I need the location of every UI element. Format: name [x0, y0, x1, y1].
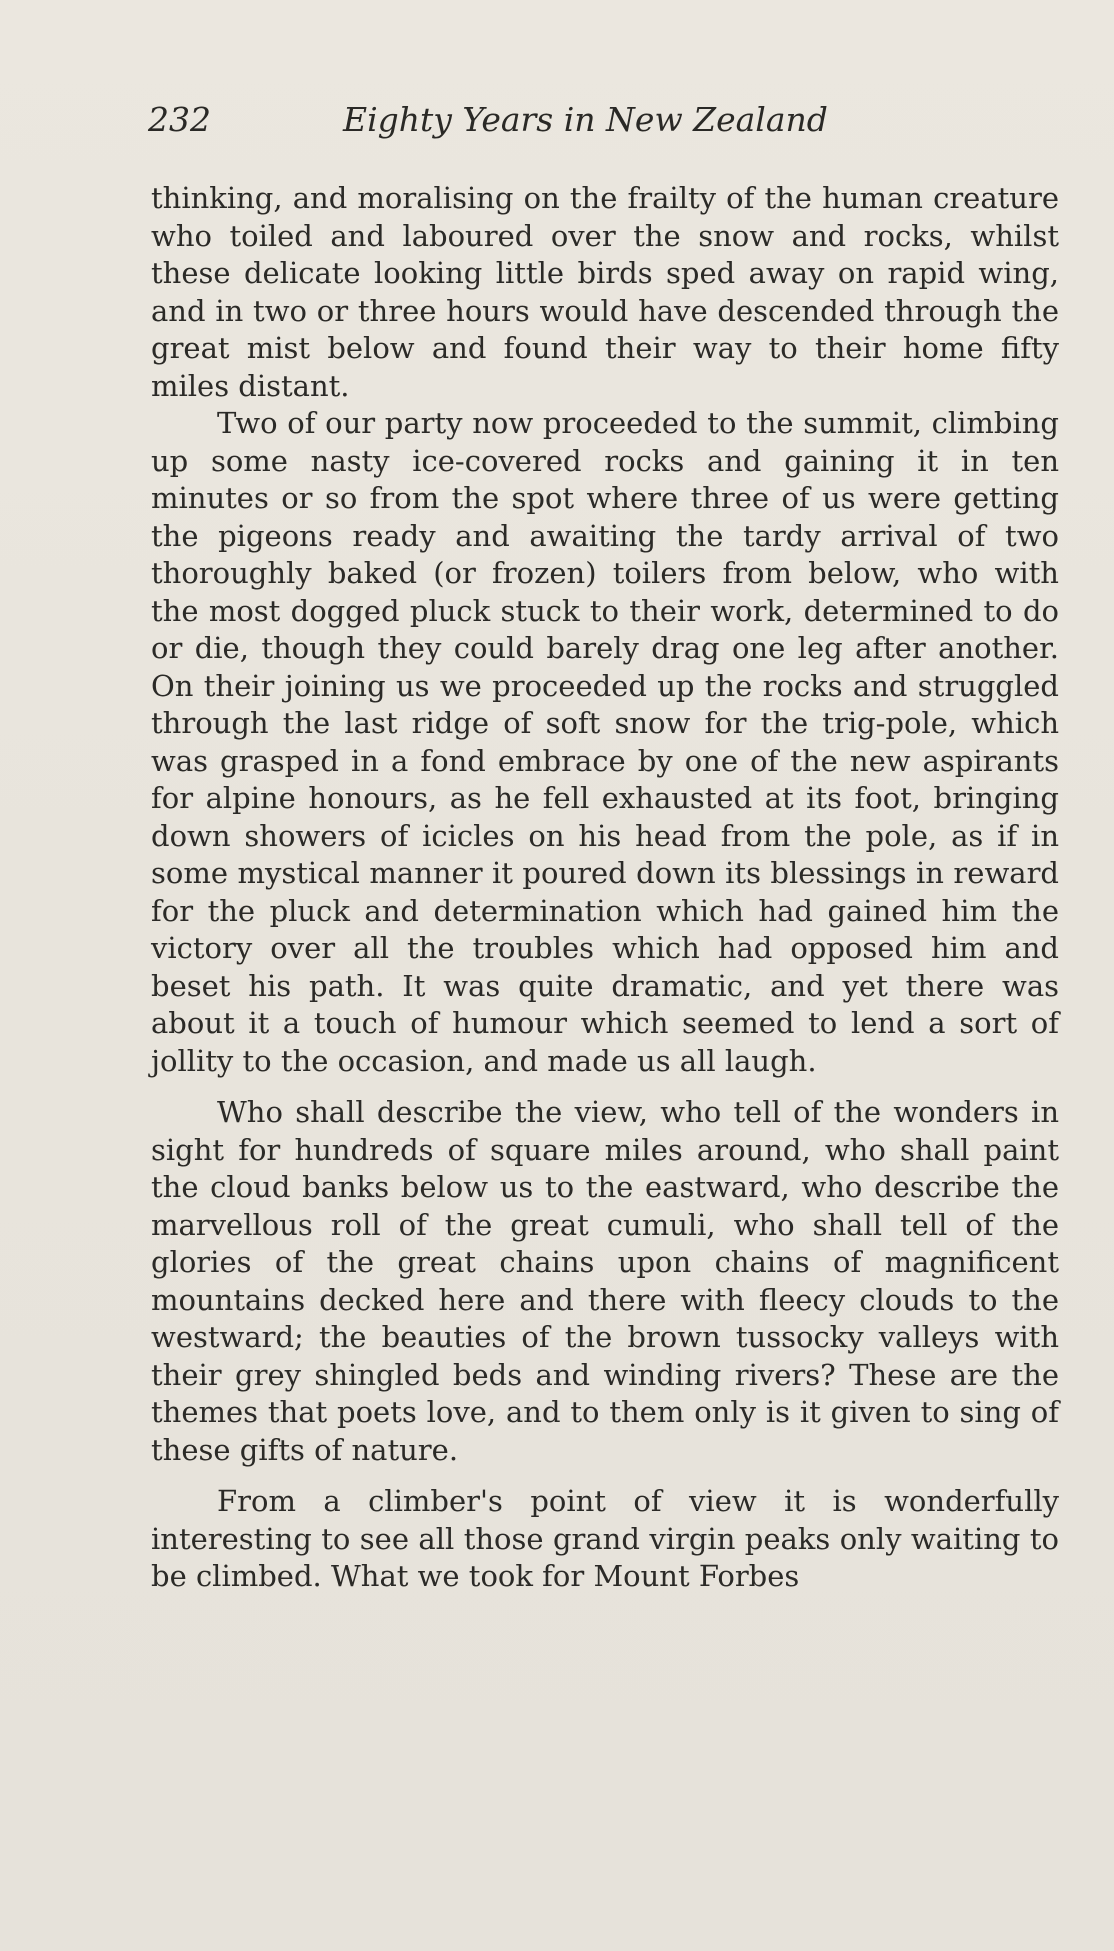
paragraph: Who shall describe the view, who tell of the wonders in sight for hundreds of square miles around, who shall paint the cloud banks below us to the eastward, who describe the marvellous roll of the great cumuli, who shall tell of the glories of the great chains upon chains of magnificent mountains decked here and there with fleecy clouds to the westward; the beauties of the brown tussocky valleys with their grey shingled beds and winding rivers? These are the themes that poets love, and to them only is it given to sing of these gifts of nature. — [151, 1095, 1059, 1467]
paragraph: From a climber's point of view it is wonderfully interesting to see all those grand virgin peaks only waiting to be climbed. What we took for Mount Forbes — [151, 1484, 1059, 1593]
body-text — [151, 180, 1059, 1596]
paragraph-continued: thinking, and moralising on the frailty of the human creature who toiled and laboured over the snow and rocks, whilst these delicate looking little birds sped away on rapid wing, and in two or three hours would have descended through the great mist below and found their way to their home fifty miles distant. — [151, 181, 1059, 403]
page-number: 232 — [148, 100, 211, 139]
running-head — [148, 100, 1058, 150]
book-title: Eighty Years in New Zealand — [343, 100, 828, 139]
paragraph: Two of our party now proceeded to the summit, climbing up some nasty ice-covered rocks and gaining it in ten minutes or so from the spot where three of us were getting the pigeons ready and awaiting the tardy arrival of two thoroughly baked (or frozen) toilers from below, who with the most dogged pluck stuck to their work, determined to do or die, though they could barely drag one leg after another. On their joining us we proceeded up the rocks and struggled through the last ridge of soft snow for the trig-pole, which was grasped in a fond embrace by one of the new aspirants for alpine honours, as he fell exhausted at its foot, bringing down showers of icicles on his head from the pole, as if in some mystical manner it poured down its blessings in reward for the pluck and determination which had gained him the victory over all the troubles which had opposed him and beset his path. It was quite dramatic, and yet there was about it a touch of humour which seemed to lend a sort of jollity to the occasion, and made us all laugh. — [151, 406, 1059, 1078]
